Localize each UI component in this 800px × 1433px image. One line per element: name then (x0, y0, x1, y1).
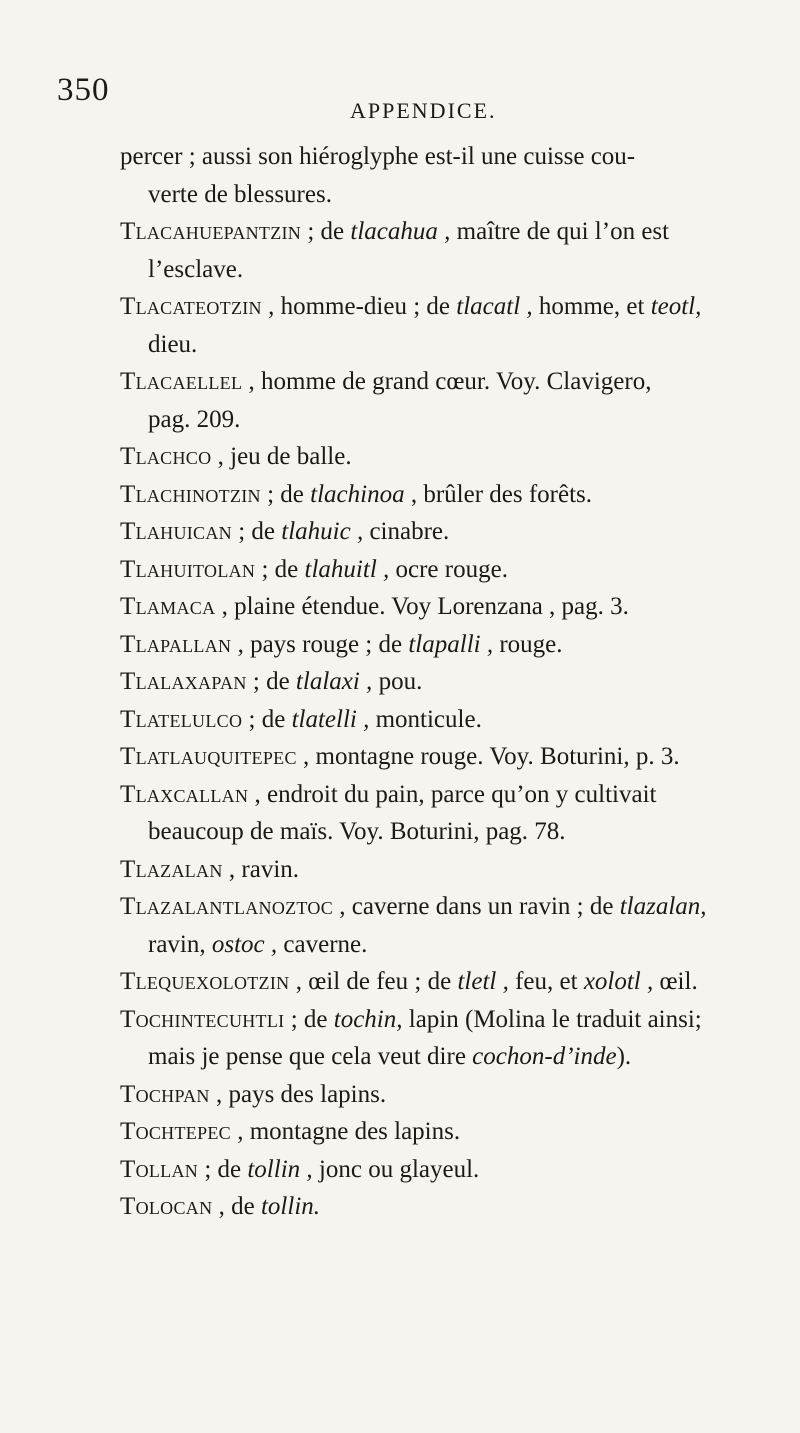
entry-text: , caverne dans un ravin ; de (333, 893, 620, 920)
running-head: APPENDICE. (350, 98, 497, 123)
entry-text: ). (616, 1043, 632, 1070)
entry-headword: Tochpan (120, 1080, 210, 1108)
entry-headword: Tlacahuepantzin (120, 218, 302, 245)
entry-text: , ravin. (222, 855, 300, 883)
entry-text: , homme de grand cœur. Voy. Clavigero, (242, 368, 652, 395)
entry-text: , œil de feu ; de (289, 968, 458, 995)
glossary-entry (120, 438, 740, 476)
glossary-entry (120, 851, 740, 889)
etymology-term: tlacahua , (350, 218, 451, 245)
entry-text: verte de blessures. (148, 180, 332, 208)
etymology-term: tlahuitl , (304, 555, 390, 583)
entry-headword: Tlachinotzin (120, 480, 261, 508)
glossary-entry (120, 476, 740, 514)
glossary-entry (120, 1151, 740, 1189)
entry-text: l’esclave. (148, 255, 244, 283)
entry-text: rouge. (493, 630, 563, 658)
entry-text: beaucoup de maïs. Voy. Boturini, pag. 78. (148, 818, 566, 845)
etymology-term: tlahuic , (281, 518, 364, 545)
etymology-term: teotl, (650, 293, 702, 320)
entry-text: pag. 209. (148, 405, 241, 433)
entry-headword: Tochtepec (120, 1118, 231, 1145)
etymology-term: tollin , (247, 1155, 313, 1183)
entry-headword: Tlequexolotzin (120, 968, 290, 995)
glossary-entry (120, 626, 740, 664)
etymology-term: tollin. (260, 1193, 321, 1220)
etymology-term: xolotl , (583, 968, 654, 995)
entry-text: homme, et (532, 293, 651, 320)
glossary-entry (120, 551, 740, 589)
etymology-term: tlalaxi , (295, 668, 373, 695)
entry-headword: Tlacateotzin (120, 293, 262, 320)
entry-text: , de (212, 1193, 261, 1220)
glossary-entry (120, 1076, 740, 1114)
entry-headword: Tlaxcallan (120, 780, 249, 808)
entry-text: percer ; aussi son hiéroglyphe est-il une cuisse cou- (120, 143, 636, 170)
glossary-entry (120, 138, 740, 213)
glossary-entry (120, 738, 740, 776)
entry-text: , pays rouge ; de (231, 630, 409, 658)
entry-text: caverne. (277, 930, 368, 958)
entry-text: , montagne des lapins. (230, 1118, 461, 1145)
entry-text: ; de (284, 1005, 334, 1033)
entry-headword: Tlatlauquitepec (120, 743, 297, 770)
entry-text: , montagne rouge. Voy. Boturini, p. 3. (296, 743, 680, 770)
glossary-entry (120, 363, 740, 438)
glossary-entry (120, 213, 740, 288)
entry-text: ; de (255, 555, 305, 583)
etymology-term: tlatelli , (291, 705, 370, 733)
entry-headword: Tlapallan (120, 630, 232, 658)
entry-text: jonc ou glayeul. (312, 1155, 480, 1183)
glossary-entry (120, 663, 740, 701)
entry-headword: Tlalaxapan (120, 668, 247, 695)
entry-text: dieu. (148, 330, 198, 358)
page-number: 350 (57, 72, 110, 108)
glossary-entry (120, 1188, 740, 1226)
entry-headword: Tlamaca (120, 593, 216, 620)
entry-text: monticule. (369, 705, 482, 733)
entry-text: feu, et (508, 968, 584, 995)
entry-text: pou. (372, 668, 423, 695)
glossary-entry (120, 963, 740, 1001)
entry-text: , jeu de balle. (211, 443, 352, 470)
entry-text: ; de (242, 705, 292, 733)
entry-headword: Tlazalan (120, 855, 223, 883)
glossary-entry (120, 513, 740, 551)
glossary-entry (120, 888, 740, 963)
entry-text: , pays des lapins. (209, 1080, 387, 1108)
entry-text: ocre rouge. (389, 555, 508, 583)
entry-text: cinabre. (363, 518, 450, 545)
entry-headword: Tollan (120, 1155, 199, 1183)
glossary-entry (120, 776, 740, 851)
entry-text: ; de (260, 480, 311, 508)
glossary-entry (120, 1113, 740, 1151)
glossary-entry (120, 701, 740, 739)
entry-headword: Tlachco (120, 443, 212, 470)
entry-text: , plaine étendue. Voy Lorenzana , pag. 3. (215, 593, 629, 620)
etymology-term: tlapalli , (408, 630, 494, 658)
etymology-term: tlazalan, (619, 893, 707, 920)
etymology-term: tochin, (333, 1005, 403, 1033)
entry-text: , homme-dieu ; de (261, 293, 457, 320)
glossary-body (120, 138, 740, 1226)
entry-headword: Tolocan (120, 1193, 213, 1220)
entry-text: ; de (198, 1155, 248, 1183)
etymology-term: tlachinoa (310, 480, 405, 508)
entry-text: ravin, (148, 930, 212, 958)
entry-text: ; de (246, 668, 296, 695)
etymology-term: tletl , (457, 968, 509, 995)
entry-text: œil. (653, 968, 698, 995)
entry-text: , brûler des forêts. (404, 480, 593, 508)
entry-headword: Tochintecuhtli (120, 1005, 285, 1033)
entry-headword: Tlahuican (120, 518, 232, 545)
etymology-term: ostoc , (211, 930, 278, 958)
entry-headword: Tlahuitolan (120, 555, 256, 583)
entry-headword: Tlacaellel (120, 368, 243, 395)
entry-headword: Tlatelulco (120, 705, 243, 733)
entry-text: mais je pense que cela veut dire (148, 1043, 473, 1070)
entry-text: ; de (301, 218, 351, 245)
entry-headword: Tlazalantlanoztoc (120, 893, 334, 920)
glossary-entry (120, 288, 740, 363)
glossary-entry (120, 588, 740, 626)
entry-text: ; de (231, 518, 282, 545)
etymology-term: cochon-d’inde (472, 1043, 617, 1070)
entry-text: maître de qui l’on est (450, 218, 670, 245)
entry-text: , endroit du pain, parce qu’on y cultivait (248, 780, 657, 808)
entry-text: lapin (Molina le traduit ainsi; (402, 1005, 702, 1033)
etymology-term: tlacatl , (456, 293, 533, 320)
glossary-entry (120, 1001, 740, 1076)
